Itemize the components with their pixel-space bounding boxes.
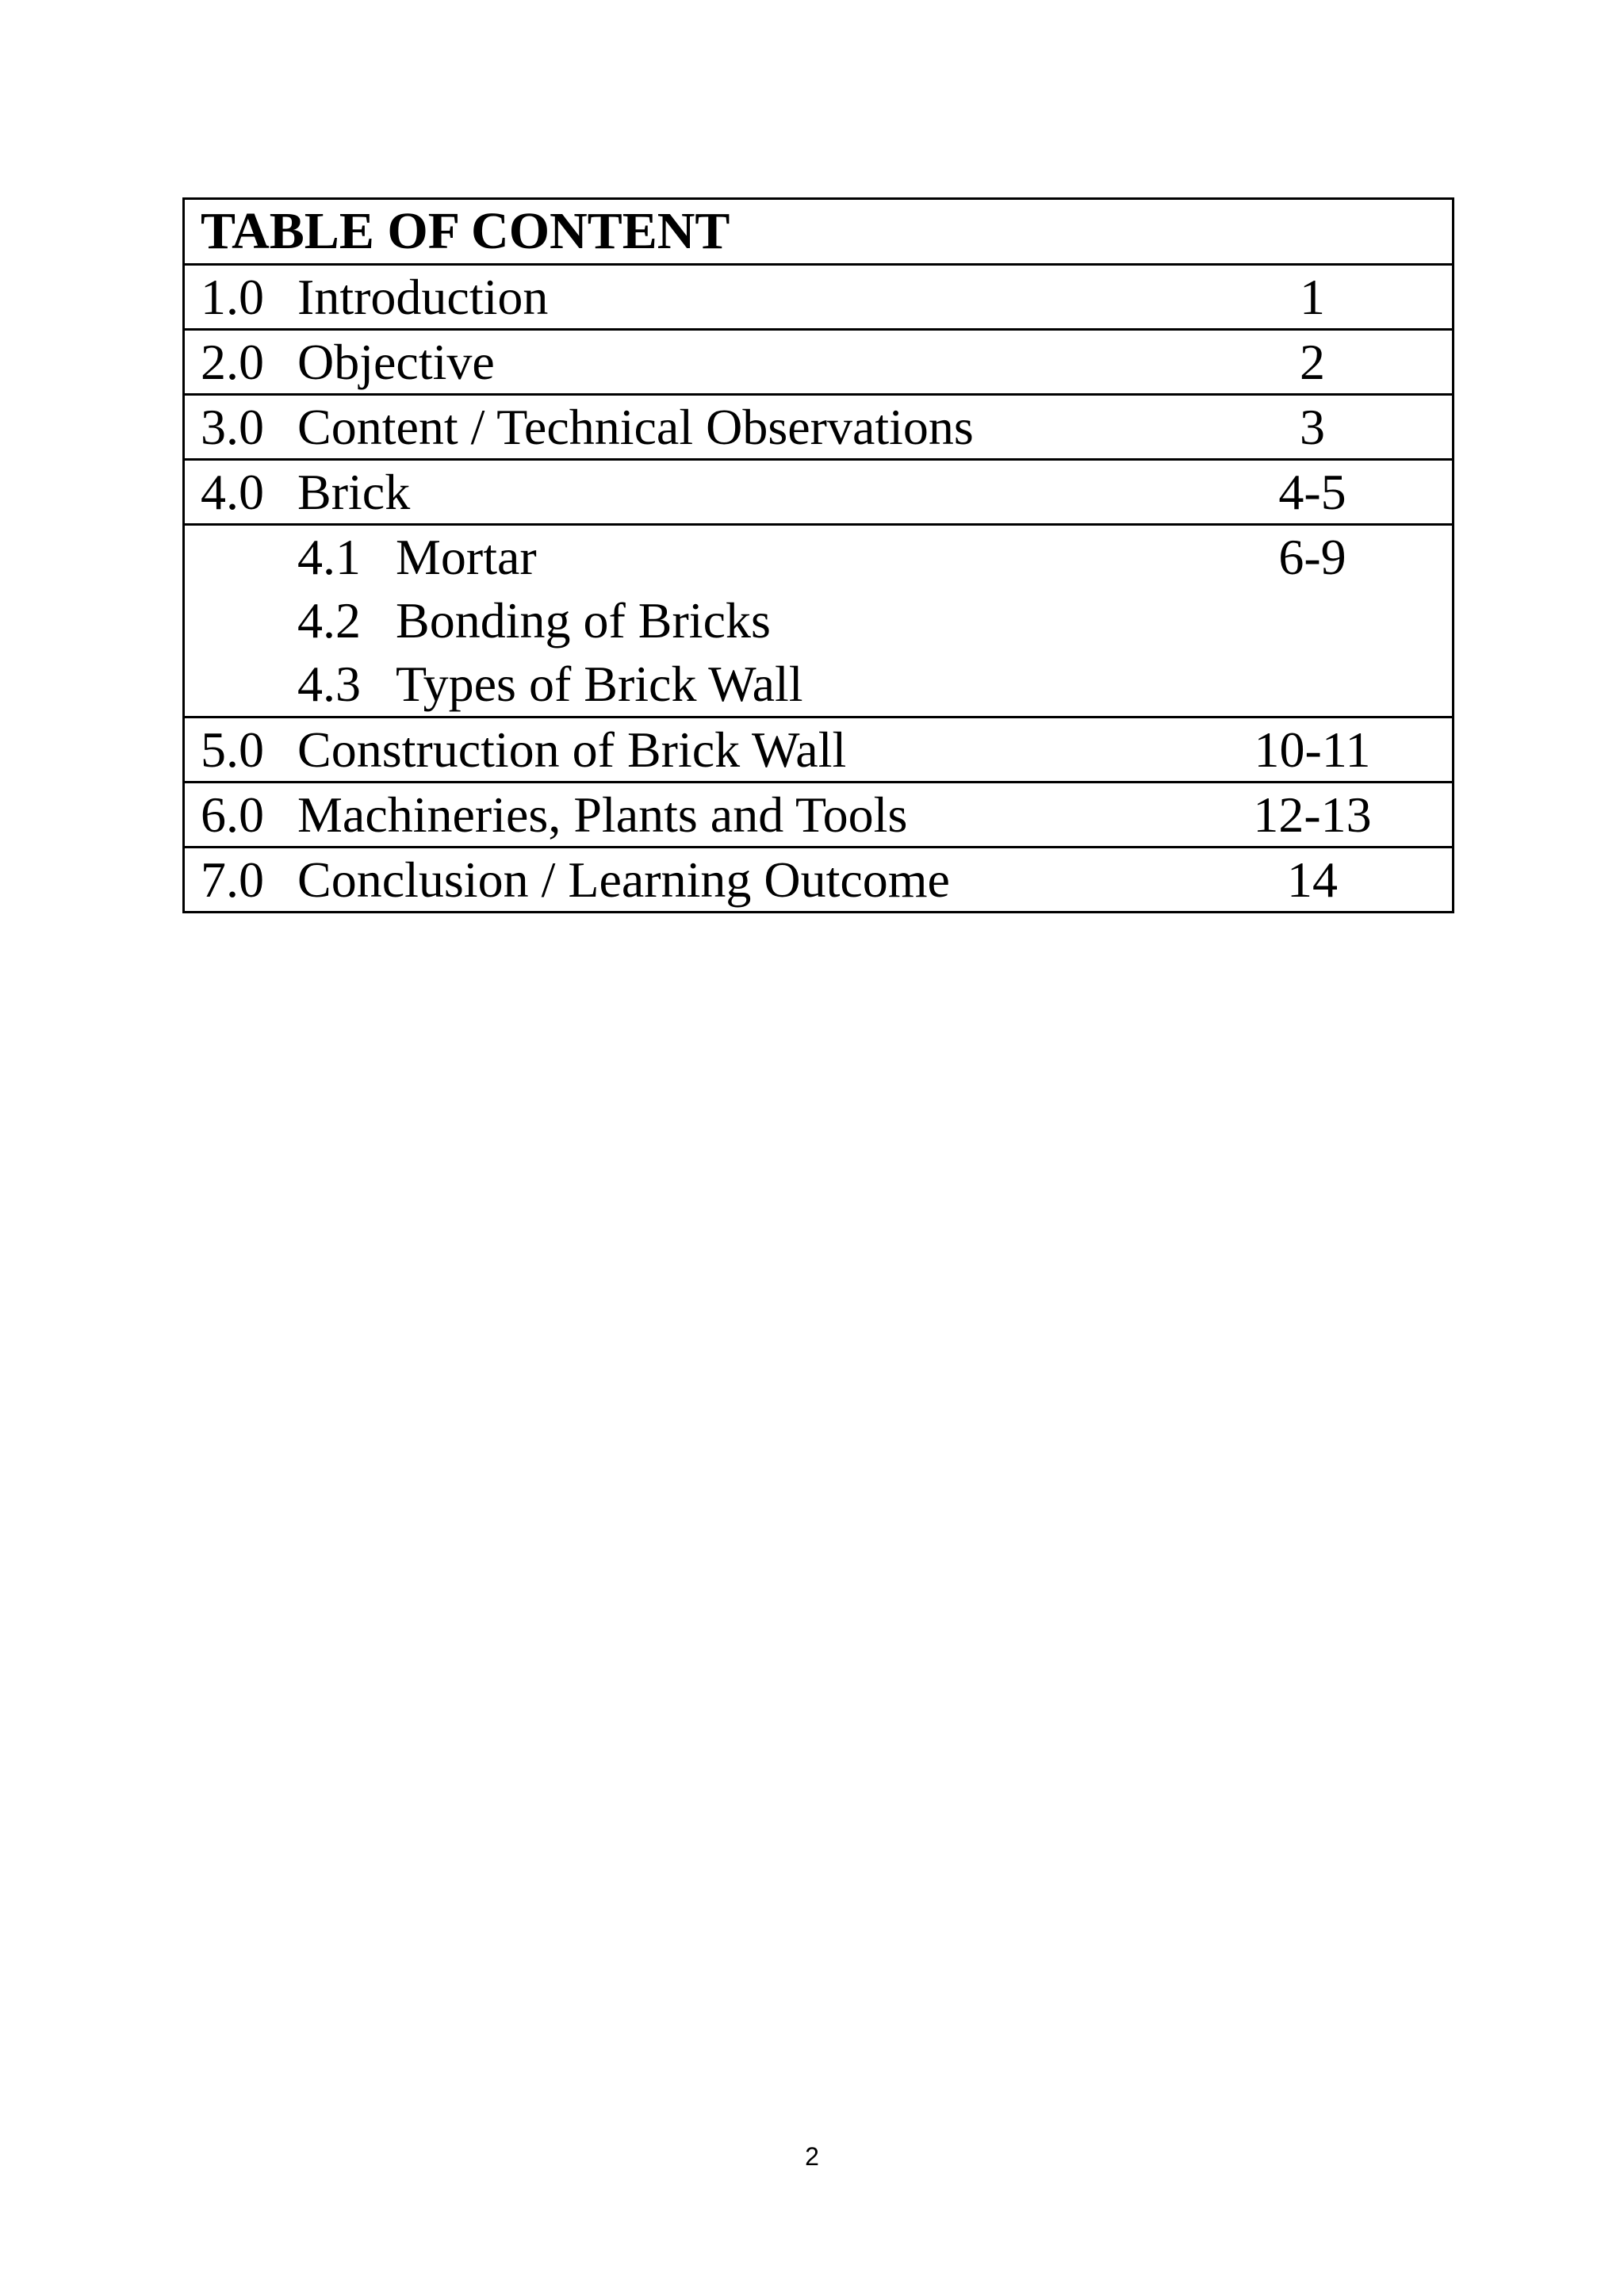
toc-header-cell <box>184 199 1454 265</box>
entry-page: 3 <box>1300 398 1325 455</box>
sub-entry-label: Types of Brick Wall <box>396 656 803 712</box>
entry-label: Conclusion / Learning Outcome <box>297 851 950 908</box>
sub-entry-number: 4.2 <box>297 592 361 649</box>
entry-label: Content / Technical Observations <box>297 398 974 455</box>
entry-page: 10-11 <box>1254 721 1371 778</box>
entry-page: 12-13 <box>1253 786 1372 843</box>
entry-number: 1.0 <box>201 268 264 325</box>
toc-row <box>184 395 1454 460</box>
toc-sub-entry <box>185 526 1452 589</box>
toc-title: TABLE OF CONTENT <box>201 202 730 260</box>
toc-entry <box>185 783 1452 846</box>
entry-label: Construction of Brick Wall <box>297 721 847 778</box>
entry-number: 2.0 <box>201 333 264 390</box>
entry-number: 7.0 <box>201 851 264 908</box>
toc-row <box>184 265 1454 330</box>
toc-row <box>184 460 1454 525</box>
entry-number: 5.0 <box>201 721 264 778</box>
toc-entry <box>185 396 1452 458</box>
entry-page: 14 <box>1287 851 1338 908</box>
toc-entry <box>185 266 1452 328</box>
entry-page: 4-5 <box>1278 463 1346 520</box>
entry-label: Objective <box>297 333 495 390</box>
toc-entry <box>185 718 1452 781</box>
toc-subsection-block <box>184 525 1454 718</box>
toc-row <box>184 848 1454 913</box>
toc-row <box>184 783 1454 848</box>
toc-entry <box>185 848 1452 911</box>
entry-number: 6.0 <box>201 786 264 843</box>
toc-entry <box>185 331 1452 393</box>
entry-number: 3.0 <box>201 398 264 455</box>
entry-label: Machineries, Plants and Tools <box>297 786 908 843</box>
entry-page: 1 <box>1300 268 1325 325</box>
toc-entry <box>185 461 1452 523</box>
toc-row <box>184 718 1454 783</box>
page-number: 2 <box>805 2142 819 2171</box>
sub-entry-number: 4.3 <box>297 656 361 712</box>
toc-sub-entry <box>185 652 1452 716</box>
entry-page: 2 <box>1300 333 1325 390</box>
entry-label: Brick <box>297 463 411 520</box>
toc-sub-entry <box>185 589 1452 652</box>
sub-entry-label: Mortar <box>396 529 537 585</box>
table-of-contents <box>182 197 1454 913</box>
sub-entry-label: Bonding of Bricks <box>396 592 771 649</box>
entry-number: 4.0 <box>201 463 264 520</box>
sub-entry-page: 6-9 <box>1278 529 1346 585</box>
sub-entry-number: 4.1 <box>297 529 361 585</box>
entry-label: Introduction <box>297 268 549 325</box>
toc-row <box>184 330 1454 395</box>
